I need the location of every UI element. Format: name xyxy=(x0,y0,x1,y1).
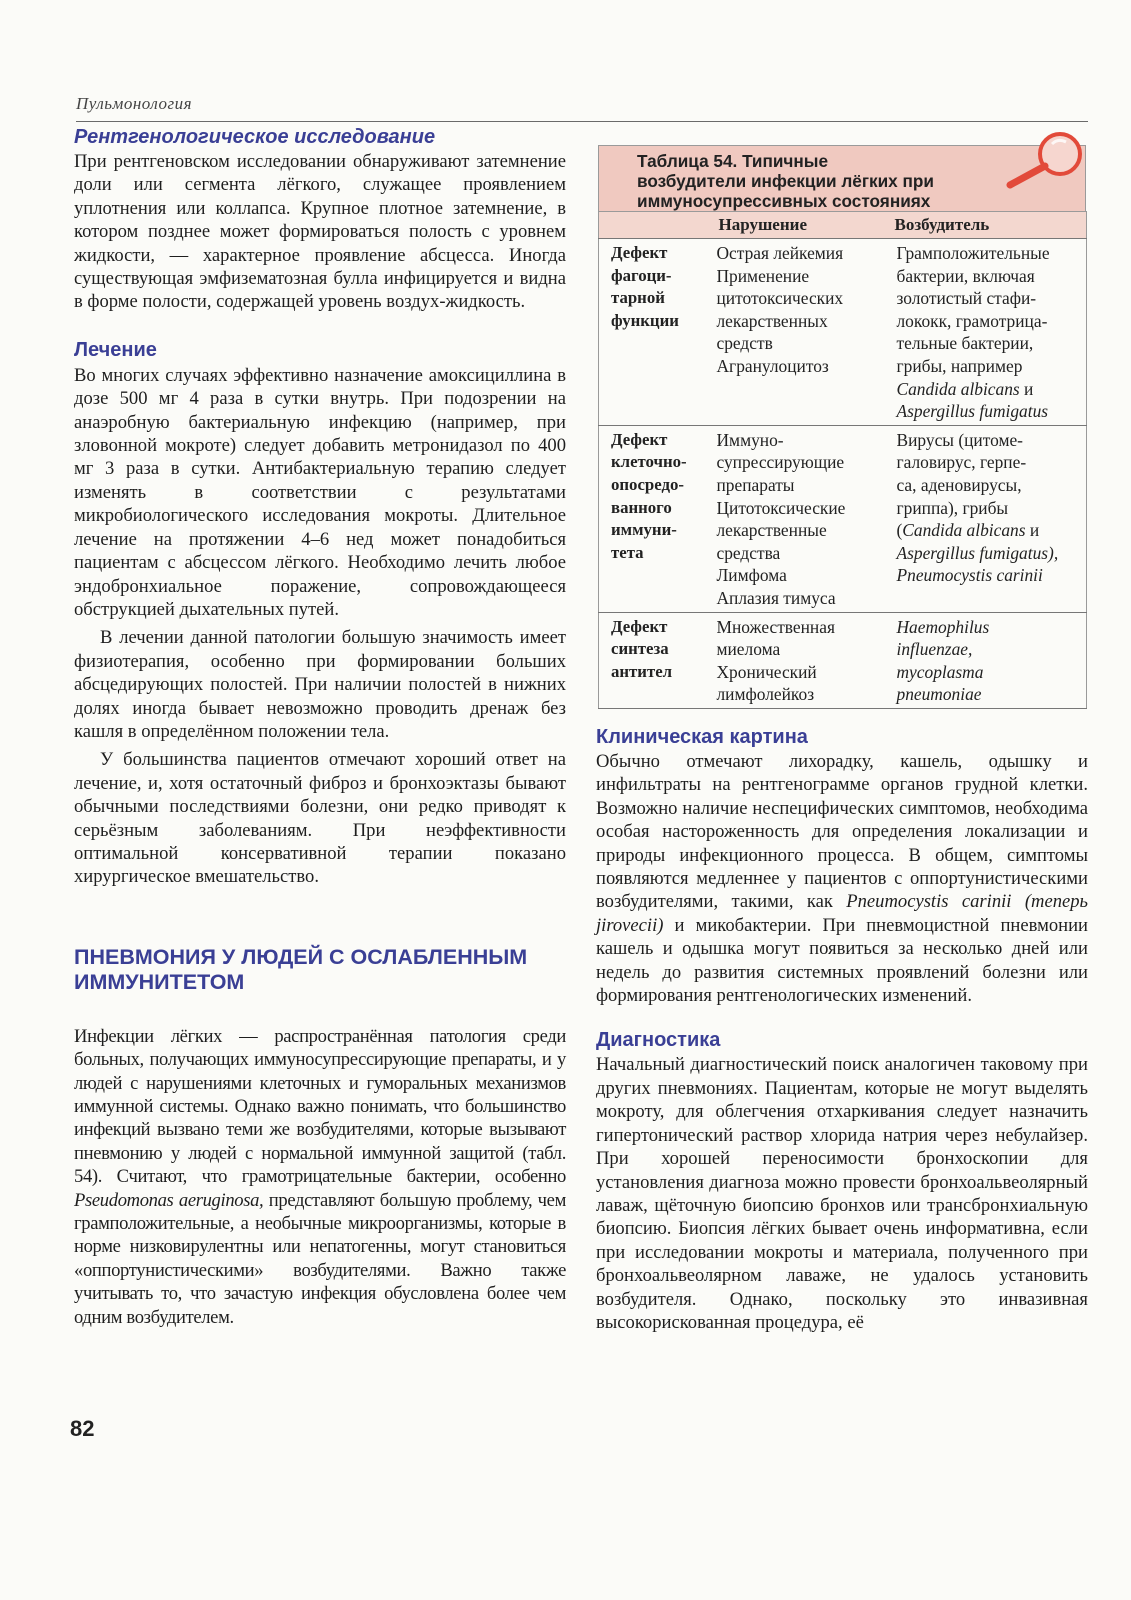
row-head-cellular: Дефект клеточно- опосредо- ванного иммуни- тета xyxy=(599,425,709,612)
xray-heading: Рентгенологическое исследование xyxy=(74,126,436,148)
clinical-text-b: (теперь xyxy=(1024,891,1089,913)
row-agent-antibody: Haemophilus influenzae, mycoplasma pneumoniae xyxy=(889,612,1087,708)
magnifier-icon xyxy=(1002,128,1094,190)
diagnostics-paragraph: Начальный диагностический поиск аналогичен таковому при других пневмониях. Пациентам, которые не могут выделять мокроту, для облегчения отхаркивания следует назначить гипертонический раствор хлорида натрия через небулайзер. При хорошей переносимости бронхоскопии для установления диагноза можно провести бронхоальвеолярный лаваж, щёточную биопсию бронхов или трансбронхиальную биопсию. Биопсия лёгких бывает очень информативна, если при исследовании мокроты и материала, полученного при бронхоальвеолярном лаваже, не удалось установить возбудителя. Однако, поскольку это инвазивная высокорискованная процедура, её xyxy=(596,1054,1088,1333)
clinical-text-c: и микобактерии. При пневмоцистной пневмонии кашель и одышка могут появиться за несколько дней или недель до развития системных проявлений болезни или формирования рентгенологических изменений. xyxy=(596,914,1088,1007)
header-rule xyxy=(76,121,1088,122)
clinical-paragraph xyxy=(596,750,1088,1007)
page-number: 82 xyxy=(70,1416,95,1441)
treatment-paragraph-1: Во многих случаях эффективно назначение амоксициллина в дозе 500 мг 4 раза в сутки внутрь. При подозрении на анаэробную бактериальную инфекцию (например, при зловонной мокроте) следует добавить метронидазол по 400 мг 3 раза в сутки. Антибактериальную терапию следует изменять в соответствии с результатами микробиологического исследования мокроты. Длительное лечение на протяжении 4–6 нед может понадобиться пациентам с абсцессом лёгкого. Необходимо лечить любое эндобронхиальное поражение, сопровождающееся обструкцией дыхательных путей. xyxy=(74,364,566,620)
row-agent-cellular: Вирусы (цитоме- галовирус, герпе- са, аденовирусы, гриппа), грибы (Candida albicans и Aspergillus fumigatus), Pneumocystis carinii xyxy=(889,425,1087,612)
section-heading-line-1: ПНЕВМОНИЯ У ЛЮДЕЙ С ОСЛАБЛЕННЫМ xyxy=(74,944,528,969)
treatment-paragraph-2: В лечении данной патологии большую значимость имеет физиотерапия, особенно при формировании больших абсцедирующих полостей. При наличии полостей в нижних долях иногда бывает невозможно проводить дренаж без кашля в определённом положении тела. xyxy=(74,627,566,742)
table-header-row xyxy=(599,212,1087,239)
clinical-text-a: Обычно отмечают лихорадку, кашель, одышку и инфильтраты на рентгенограмме органов грудной клетки. Возможно наличие неспецифических симптомов, необходима особая настороженность для определения локализации и природы инфекционного процесса. В общем, симптомы появляются медленнее у пациентов с оппортунистическими возбудителями, такими, как xyxy=(596,751,1088,913)
row-disorder-cellular: Иммуно- супрессирующие препараты Цитотоксические лекарственные средства Лимфома Аплазия тимуса xyxy=(709,425,889,612)
section-heading xyxy=(74,945,566,995)
clinical-heading: Клиническая картина xyxy=(596,726,808,748)
row-head-antibody: Дефект синтеза антител xyxy=(599,612,709,708)
table-54 xyxy=(598,145,1086,709)
row-disorder-antibody: Множественная миелома Хронический лимфолейкоз xyxy=(709,612,889,708)
row-head-phagocytic: Дефект фагоци- тарной функции xyxy=(599,239,709,426)
jirovecii-term: jirovecii) xyxy=(596,914,664,936)
table-title-line-1: Таблица 54. Типичные xyxy=(637,151,829,171)
table-grid xyxy=(598,211,1087,709)
treatment-heading: Лечение xyxy=(74,338,157,361)
pseudomonas-term: Pseudomonas aeruginosa, xyxy=(74,1189,264,1211)
table-row xyxy=(599,612,1087,708)
diagnostics-heading: Диагностика xyxy=(596,1029,721,1052)
table-row xyxy=(599,239,1087,426)
row-agent-phagocytic: Грамположительные бактерии, включая золотистый стафи- лококк, грамотрица- тельные бактерии, грибы, например Candida albicans и Aspergillus fumigatus xyxy=(889,239,1087,426)
xray-paragraph: При рентгеновском исследовании обнаруживают затемнение доли или сегмента лёгкого, служащее проявлением уплотнения или коллапса. Крупное плотное затемнение, в котором позднее может формироваться полость с уровнем жидкости, — характерное проявление абсцесса. Иногда существующая эмфизематозная булла инфицируется и видна в форме полости, содержащей уровень воздух-жидкость. xyxy=(74,151,566,313)
left-column xyxy=(74,124,566,1329)
section-text-a: Инфекции лёгких — распространённая патология среди больных, получающих иммуносупрессирующие препараты, и у людей с нарушениями клеточных и гуморальных механизмов иммунной системы. Однако важно понимать, что большинство инфекций вызвано теми же возбудителями, которые вызывают пневмонию у людей с нормальной иммунной защитой (табл. 54). Считают, что грамотрицательные бактерии, особенно xyxy=(74,1025,566,1188)
table-title-line-2: возбудители инфекции лёгких при xyxy=(637,171,934,191)
running-head: Пульмонология xyxy=(76,94,193,113)
section-heading-line-2: ИММУНИТЕТОМ xyxy=(74,969,245,994)
table-header-disorder: Нарушение xyxy=(709,212,889,239)
row-disorder-phagocytic: Острая лейкемия Применение цитотоксических лекарственных средств Агранулоцитоз xyxy=(709,239,889,426)
table-row xyxy=(599,425,1087,612)
table-header-empty xyxy=(599,212,709,239)
right-column xyxy=(596,724,1088,1334)
section-text-b: представляют большую проблему, чем грамположительные, а необычные микроорганизмы, которые в норме низковирулентны или непатогенны, могут становиться «оппортунистическими» возбудителями. Важно также учитывать то, что зачастую инфекция обусловлена более чем одним возбудителем. xyxy=(74,1189,566,1328)
section-paragraph xyxy=(74,1025,566,1329)
table-header-agent: Возбудитель xyxy=(889,212,1087,239)
table-title-line-3: иммуносупрессивных состояниях xyxy=(637,191,931,211)
treatment-paragraph-3: У большинства пациентов отмечают хороший ответ на лечение, и, хотя остаточный фиброз и бронхоэктазы бывают обычными последствиями болезни, они редко приводят к серьёзным заболеваниям. При неэффективности оптимальной консервативной терапии показано хирургическое вмешательство. xyxy=(74,749,566,888)
pneumocystis-term: Pneumocystis carinii xyxy=(846,891,1012,913)
